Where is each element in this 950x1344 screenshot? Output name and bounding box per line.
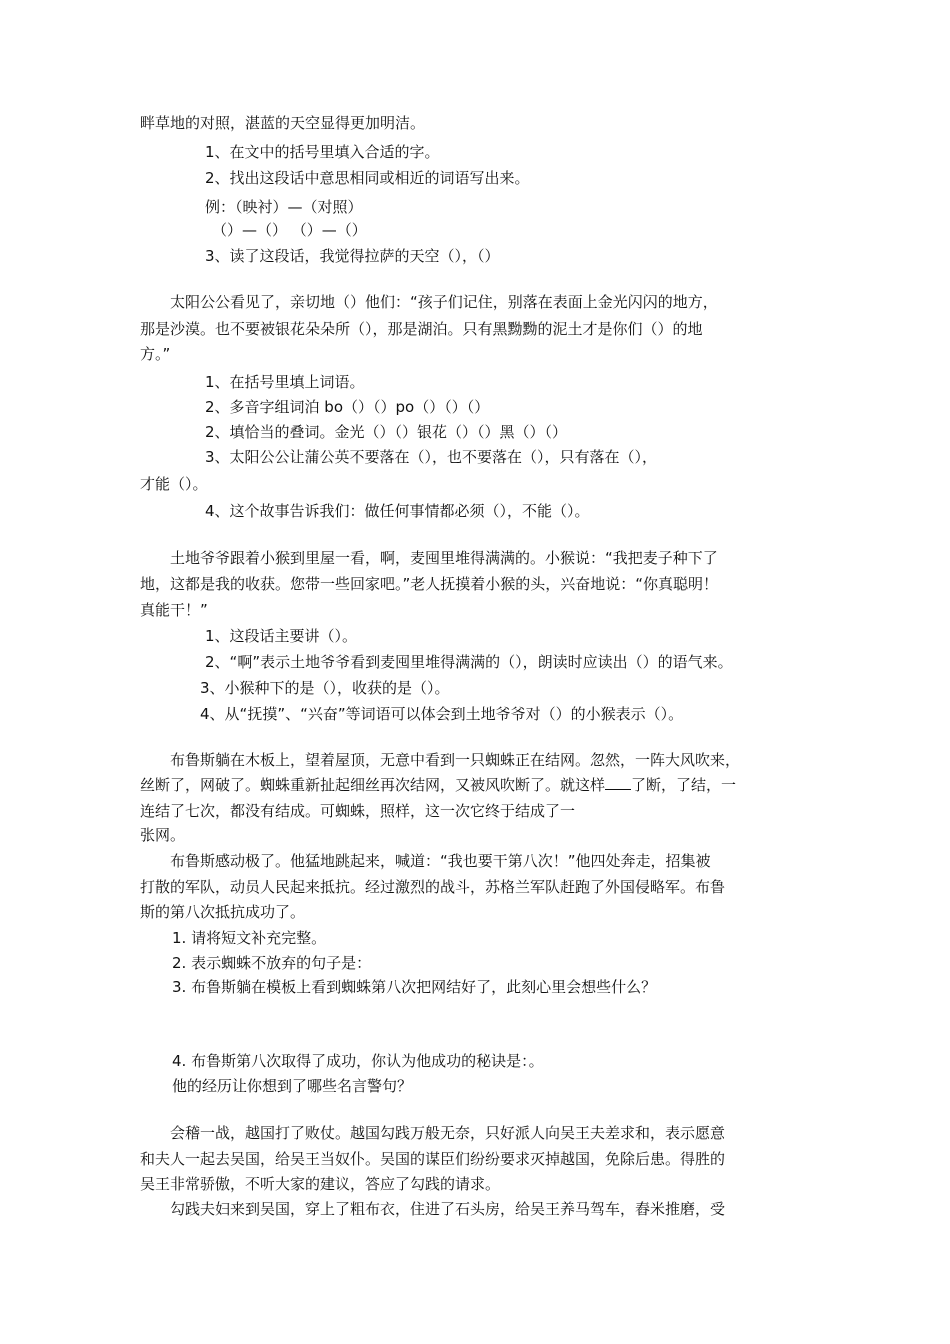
passage-line: 吴王非常骄傲，不听大家的建议，答应了勾践的请求。 bbox=[140, 1175, 501, 1193]
passage-line: 连结了七次，都没有结成。可蜘蛛，照样，这一次它终于结成了一 bbox=[140, 802, 576, 820]
question-line: 2、填恰当的叠词。金光（）（）银花（）（）黑（）（） bbox=[205, 423, 568, 441]
question-line: 3、小猴种下的是（），收获的是（）。 bbox=[200, 679, 450, 697]
passage-line: 地，这都是我的收获。您带一些回家吧。”老人抚摸着小猴的头，兴奋地说：“你真聪明！ bbox=[140, 575, 719, 593]
passage-text: 了断，了结，一 bbox=[631, 776, 737, 794]
passage-line: 勾践夫妇来到吴国，穿上了粗布衣，住进了石头房，给吴王养马驾车，舂米推磨，受 bbox=[170, 1200, 726, 1218]
question-line: 2. 表示蜘蛛不放弃的句子是： bbox=[172, 954, 372, 972]
question-line: 1、这段话主要讲（）。 bbox=[205, 627, 358, 645]
passage-line: 真能干！” bbox=[140, 601, 208, 619]
passage-line: 斯的第八次抵抗成功了。 bbox=[140, 903, 306, 921]
question-line: 3、读了这段话，我觉得拉萨的天空（），（） bbox=[205, 247, 500, 265]
blank-underline bbox=[605, 775, 631, 790]
question-line: 4、从“抚摸”、“兴奋”等词语可以体会到土地爷爷对（）的小猴表示（）。 bbox=[200, 705, 684, 723]
passage-line: 土地爷爷跟着小猴到里屋一看，啊，麦囤里堆得满满的。小猴说：“我把麦子种下了 bbox=[170, 549, 718, 567]
passage-line: 那是沙漠。也不要被银花朵朵所（），那是湖泊。只有黑黝黝的泥土才是你们（）的地 bbox=[140, 320, 703, 338]
question-line: 他的经历让你想到了哪些名言警句？ bbox=[172, 1077, 413, 1095]
text-line: 畔草地的对照，湛蓝的天空显得更加明洁。 bbox=[140, 114, 426, 132]
passage-line: 方。” bbox=[140, 345, 171, 363]
question-line: 2、“啊”表示土地爷爷看到麦囤里堆得满满的（），朗读时应读出（）的语气来。 bbox=[205, 653, 733, 671]
passage-line bbox=[140, 774, 736, 796]
passage-line: 和夫人一起去吴国，给吴王当奴仆。吴国的谋臣们纷纷要求灭掉越国，免除后患。得胜的 bbox=[140, 1150, 726, 1168]
passage-line: 打散的军队，动员人民起来抵抗。经过激烈的战斗，苏格兰军队赶跑了外国侵略军。布鲁 bbox=[140, 878, 726, 896]
question-line: 2、找出这段话中意思相同或相近的词语写出来。 bbox=[205, 169, 530, 187]
question-line: 4、这个故事告诉我们：做任何事情都必须（），不能（）。 bbox=[205, 502, 590, 520]
question-line: 才能（）。 bbox=[140, 475, 208, 493]
question-line: 1、在括号里填上词语。 bbox=[205, 373, 365, 391]
passage-line: 太阳公公看见了，亲切地（）他们：“孩子们记住，别落在表面上金光闪闪的地方， bbox=[170, 293, 718, 311]
question-line: 4. 布鲁斯第八次取得了成功，你认为他成功的秘诀是：。 bbox=[172, 1052, 544, 1070]
question-line: 2、多音字组词泊 bo（）（）po（）（）（） bbox=[205, 398, 490, 416]
example-line: 例：（映衬）—（对照） bbox=[205, 198, 363, 216]
passage-line: 会稽一战，越国打了败仗。越国勾践万般无奈，只好派人向吴王夫差求和，表示愿意 bbox=[170, 1124, 726, 1142]
passage-text: 丝断了，网破了。蜘蛛重新扯起细丝再次结网，又被风吹断了。就这样 bbox=[140, 776, 606, 794]
question-line: 1. 请将短文补充完整。 bbox=[172, 929, 327, 947]
passage-line: 张网。 bbox=[140, 826, 186, 844]
question-line: 1、在文中的括号里填入合适的字。 bbox=[205, 143, 440, 161]
answer-line: （）—（） （）—（） bbox=[212, 221, 367, 239]
passage-line: 布鲁斯躺在木板上，望着屋顶，无意中看到一只蜘蛛正在结网。忽然，一阵大风吹来， bbox=[170, 751, 741, 769]
question-line: 3. 布鲁斯躺在模板上看到蜘蛛第八次把网结好了，此刻心里会想些什么？ bbox=[172, 978, 657, 996]
question-line: 3、太阳公公让蒲公英不要落在（），也不要落在（），只有落在（）， bbox=[205, 448, 658, 466]
passage-line: 布鲁斯感动极了。他猛地跳起来，喊道：“我也要干第八次！”他四处奔走，招集被 bbox=[170, 852, 711, 870]
